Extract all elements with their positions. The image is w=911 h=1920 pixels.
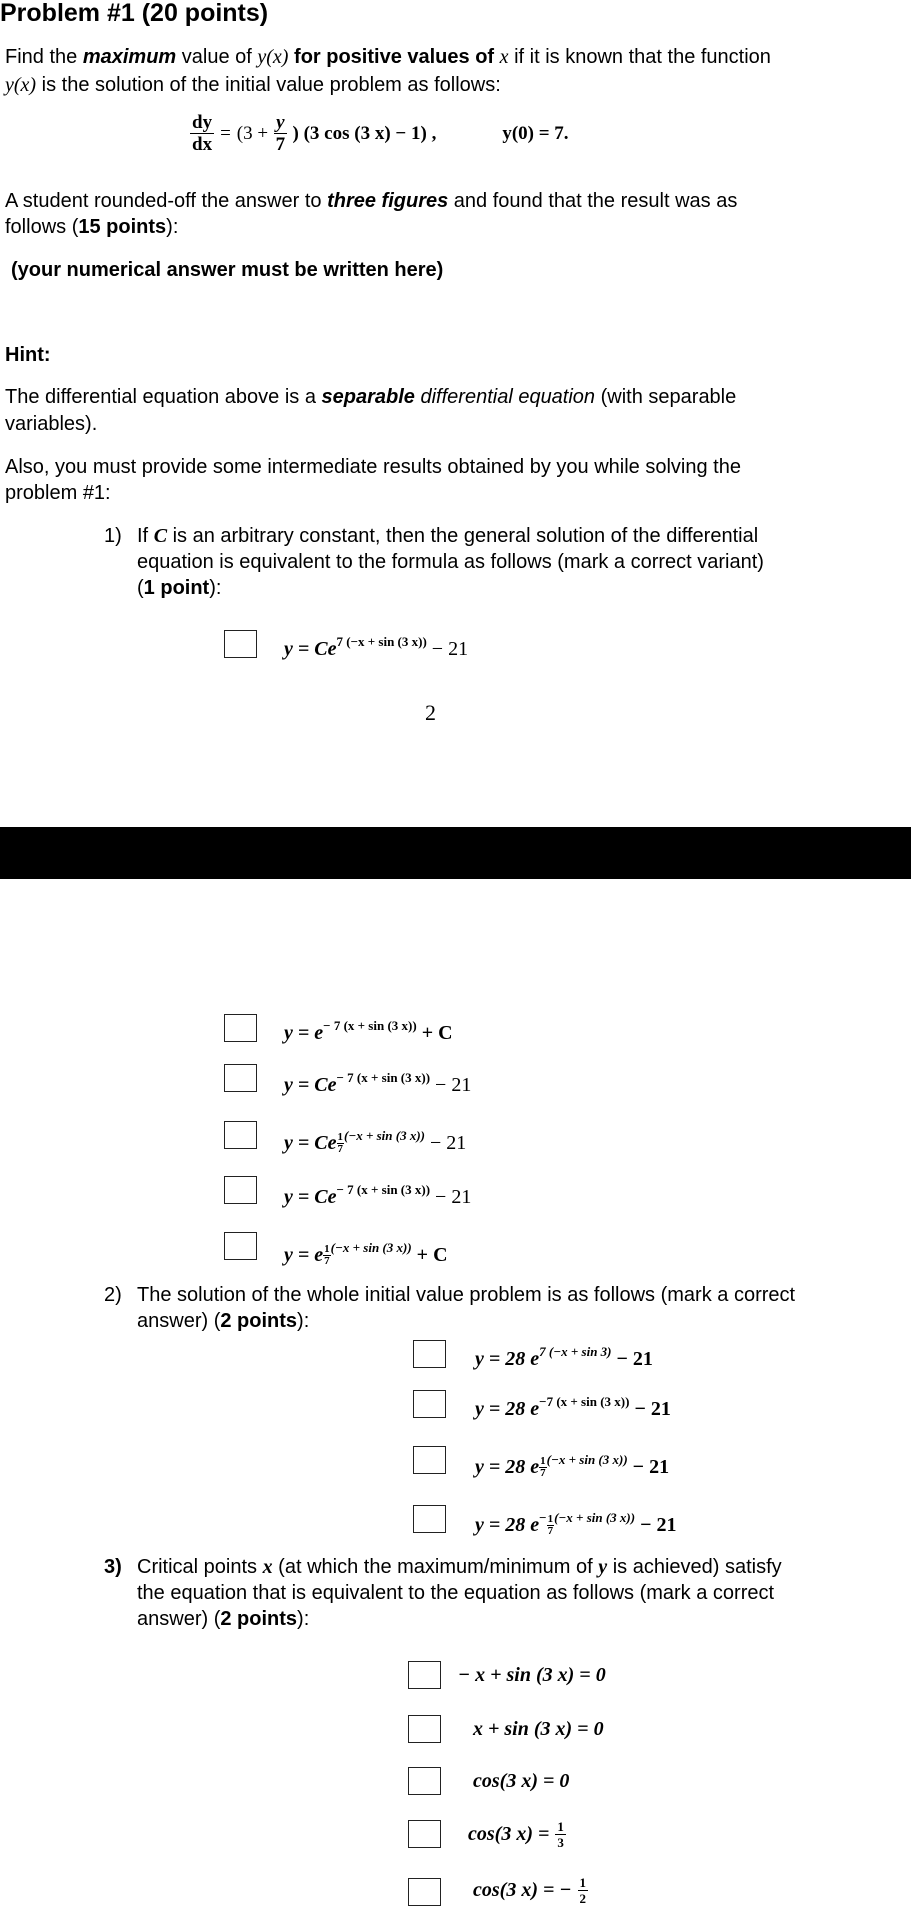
q3-number: 3) [104, 1556, 122, 1578]
q1-option-6-formula: y = e $\frac{1}{7}$ $^{(-x + sin (3 x))}$ + C [284, 1240, 448, 1267]
q3-line-2: the equation that is equivalent to the equation as follows (mark a correct [137, 1582, 775, 1604]
intro-text: is the solution of the initial value problem as follows: [41, 74, 501, 96]
q2-line-1: The solution of the whole initial value problem is as follows (mark a correct [137, 1284, 796, 1306]
intro-text: Find the [5, 46, 78, 68]
q3-option-1-formula: − x + sin (3 x) = 0 [458, 1664, 606, 1686]
y-over-7-fraction: $\frac{y}{7}$ [275, 112, 286, 155]
q3-option-2-checkbox[interactable] [408, 1715, 441, 1743]
q1-option-3-checkbox[interactable] [224, 1064, 257, 1092]
q1-option-6-checkbox[interactable] [224, 1232, 257, 1260]
page-break-bar [0, 827, 911, 879]
q1-line-2: equation is equivalent to the formula as follows (mark a correct variant) [137, 551, 764, 573]
q1-option-4-checkbox[interactable] [224, 1121, 257, 1149]
q1-option-3-formula: $y = Ce^{- 7 (x + sin (3 x))} - 21$ [284, 1070, 472, 1096]
student-line-1: A student rounded-off the answer to three figures and found that the result was as [5, 190, 738, 212]
q2-option-3-formula: y = 28 e $\frac{1}{7}$ $^{(-x + sin (3 x))}$ − 21 [475, 1452, 670, 1479]
ode-equation: $\frac{dy}{dx}$ = (3 + $\frac{y}{7}$ ) (3 cos (3 x) − 1) , y(0) = 7. [192, 112, 569, 155]
intro-line-1 [5, 45, 771, 70]
q3-option-2-formula: x + sin (3 x) = 0 [473, 1718, 604, 1740]
initial-condition: y(0) = 7. [502, 122, 569, 144]
q2-option-4-formula: y = 28 e− $\frac{1}{7}$ $^{(-x + sin (3 x))}$ − 21 [475, 1510, 677, 1537]
q1-line-3: (1 point): [137, 577, 222, 599]
intro-positive: for positive values of [294, 46, 495, 68]
q3-option-3-formula: cos(3 x) = 0 [473, 1770, 570, 1792]
q1-option-5-formula: $y = Ce^{- 7 (x + sin (3 x))} - 21$ [284, 1182, 472, 1208]
intro-yx: y(x) [5, 74, 37, 96]
problem-title: Problem #1 (20 points) [0, 0, 269, 27]
intro-text: if it is known that the function [514, 46, 771, 68]
q3-option-3-checkbox[interactable] [408, 1767, 441, 1795]
q2-line-2: answer) (2 points): [137, 1310, 310, 1332]
hint-label: Hint: [5, 344, 51, 366]
dy-dx-fraction: $\frac{dy}{dx}$ [192, 112, 213, 155]
q3-option-5-checkbox[interactable] [408, 1878, 441, 1906]
q3-line-1: Critical points x (at which the maximum/minimum of y is achieved) satisfy [137, 1556, 782, 1578]
intro-line-2 [5, 73, 501, 98]
q1-option-5-checkbox[interactable] [224, 1176, 257, 1204]
q2-number: 2) [104, 1284, 122, 1306]
q3-line-3: answer) (2 points): [137, 1608, 310, 1630]
three-figures: three figures [327, 190, 449, 212]
q3-option-5-formula: cos(3 x) = − $\frac{1}{2}$ [473, 1875, 586, 1906]
q3-option-4-checkbox[interactable] [408, 1820, 441, 1848]
q2-option-1-checkbox[interactable] [413, 1340, 446, 1368]
q3-option-4-formula: cos(3 x) = $\frac{1}{3}$ [468, 1819, 564, 1850]
q1-option-2-formula: $y = e^{- 7 (x + sin (3 x))} + C$ [284, 1018, 453, 1044]
q1-option-1-formula: $y = Ce^{7 (-x + sin (3 x))} - 21$ [284, 634, 469, 660]
hint-line-1: The differential equation above is a separable differential equation (with separable [5, 386, 737, 408]
q2-option-3-checkbox[interactable] [413, 1446, 446, 1474]
q3-option-1-checkbox[interactable] [408, 1661, 441, 1689]
student-line-2: follows (15 points): [5, 216, 179, 238]
answer-field[interactable]: (your numerical answer must be written here) [11, 259, 444, 281]
hint-line-4: problem #1: [5, 482, 111, 504]
hint-line-2: variables). [5, 413, 98, 435]
q1-line-1: If C is an arbitrary constant, then the general solution of the differential [137, 525, 759, 547]
q2-option-2-formula: y = 28 $e^{-7 (x + sin (3 x))} - 21$ [475, 1394, 671, 1420]
q1-option-2-checkbox[interactable] [224, 1014, 257, 1042]
intro-yx: y(x) [257, 46, 289, 68]
q1-option-1-checkbox[interactable] [224, 630, 257, 658]
q2-option-2-checkbox[interactable] [413, 1390, 446, 1418]
q1-option-4-formula: y = Ce $\frac{1}{7}$ $^{(-x + sin (3 x))}$ − 21 [284, 1128, 467, 1155]
q1-number: 1) [104, 525, 122, 547]
page-number: 2 [425, 700, 436, 725]
hint-line-3: Also, you must provide some intermediate results obtained by you while solving the [5, 456, 741, 478]
intro-text: value of [181, 46, 252, 68]
intro-maximum: maximum [82, 46, 177, 68]
q2-option-1-formula: y = 28 $e^{7 (-x + sin 3)} - 21$ [475, 1344, 653, 1370]
q2-option-4-checkbox[interactable] [413, 1505, 446, 1533]
intro-x: x [499, 46, 509, 68]
